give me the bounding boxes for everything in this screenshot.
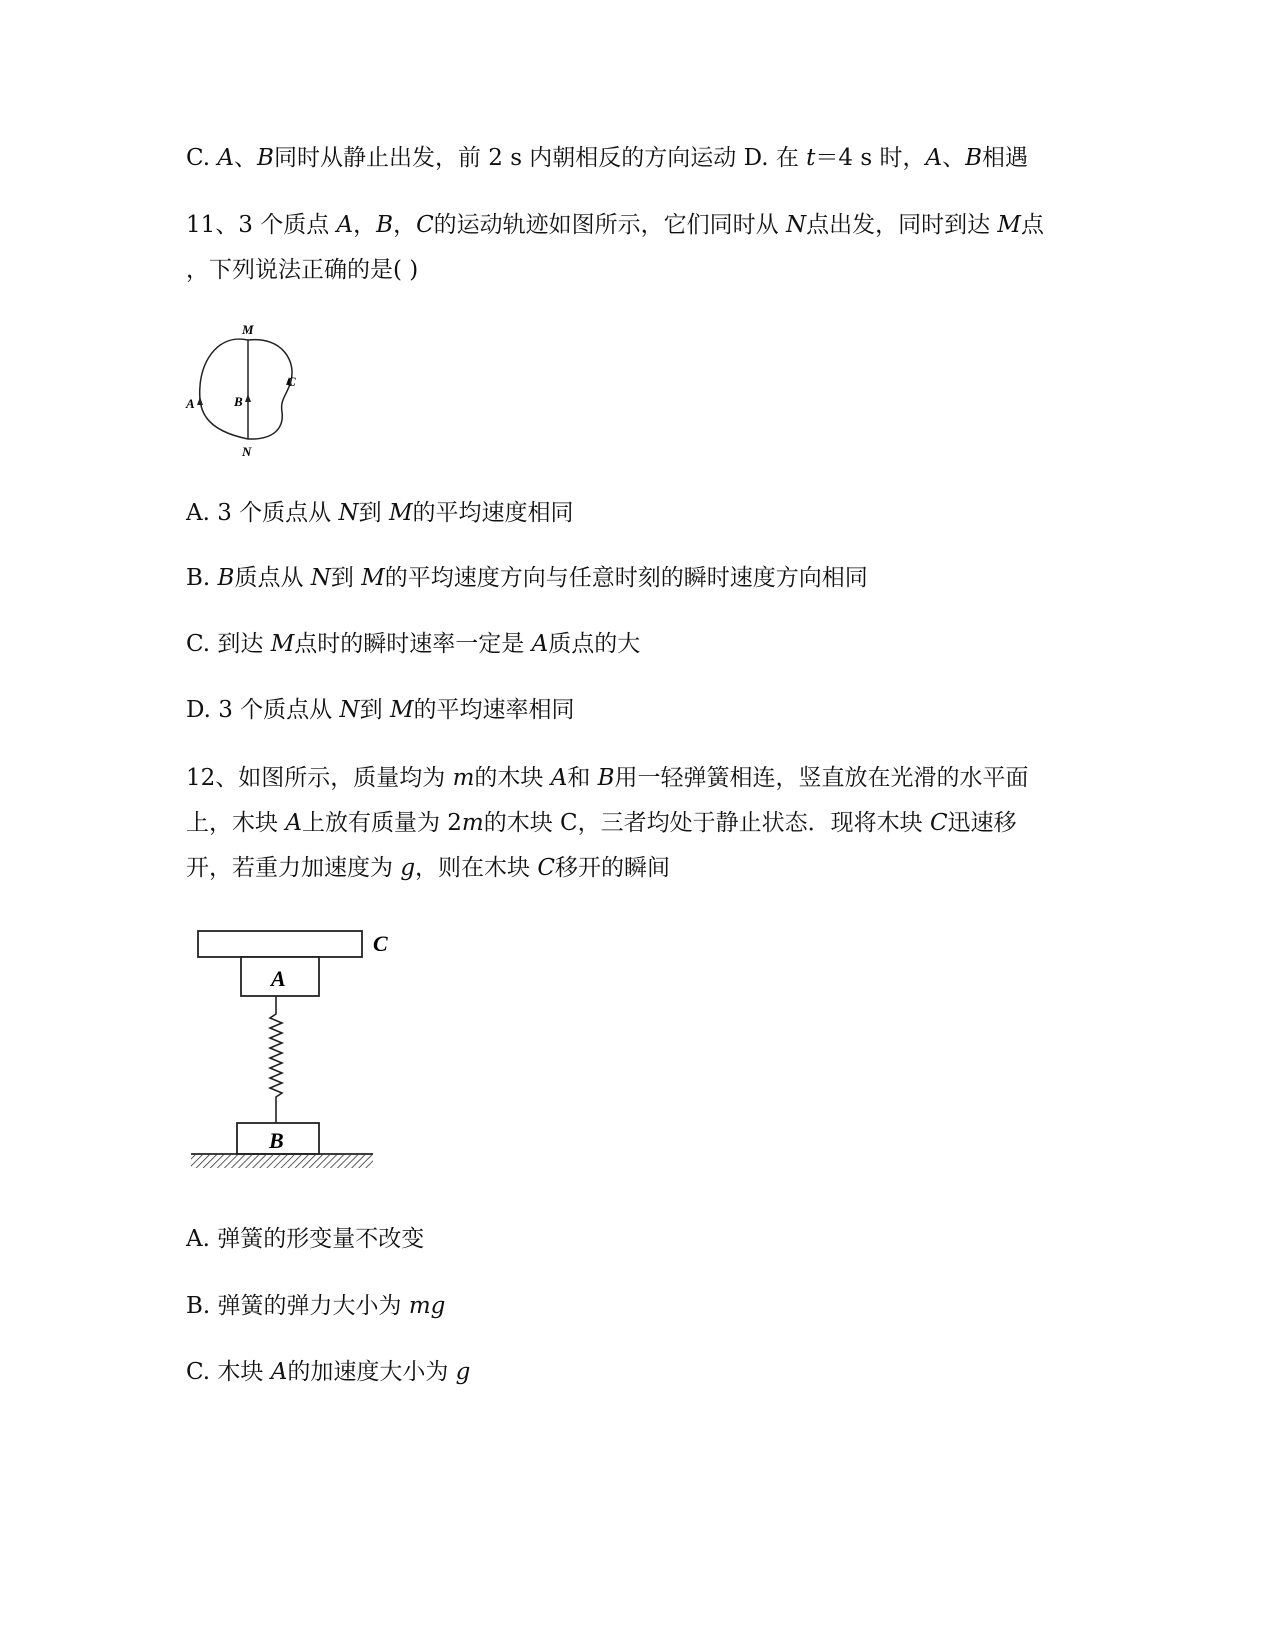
trajectory-a-path xyxy=(200,339,248,439)
label-m: M xyxy=(242,322,254,337)
question12-stem-line1: 12、如图所示，质量均为 m的木块 A和 B用一轻弹簧相连，竖直放在光滑的水平面 xyxy=(186,765,1029,791)
trajectory-c-path xyxy=(248,340,292,439)
question11-option-a: A. 3 个质点从 N到 M的平均速度相同 xyxy=(186,500,574,526)
label-block-a: A xyxy=(271,966,286,991)
trajectory-diagram xyxy=(180,318,310,463)
spring xyxy=(270,996,282,1123)
question11-stem-line2: ，下列说法正确的是( ) xyxy=(186,257,419,283)
arrow-a-icon xyxy=(197,397,203,405)
question11-option-d: D. 3 个质点从 N到 M的平均速率相同 xyxy=(186,697,575,723)
question12-option-a: A. 弹簧的形变量不改变 xyxy=(186,1226,425,1252)
label-n: N xyxy=(242,444,252,459)
question12-stem-line2: 上，木块 A上放有质量为 2m的木块 C，三者均处于静止状态．现将木块 C迅速移 xyxy=(186,810,1017,836)
question10-option-c-d: C. A、B同时从静止出发，前 2 s 内朝相反的方向运动 D. 在 t＝4 s 时，A、B相遇 xyxy=(186,145,1029,171)
label-block-b: B xyxy=(269,1128,284,1153)
spring-block-diagram xyxy=(185,924,405,1174)
question11-option-c: C. 到达 M点时的瞬时速率一定是 A质点的大 xyxy=(186,631,641,657)
question11-stem-line1: 11、3 个质点 A，B，C的运动轨迹如图所示，它们同时从 N点出发，同时到达 M点 xyxy=(186,212,1044,238)
question12-stem-line3: 开，若重力加速度为 g，则在木块 C移开的瞬间 xyxy=(186,855,670,881)
block-c xyxy=(198,931,362,957)
label-c: C xyxy=(287,374,296,389)
ground-hatch xyxy=(191,1154,373,1168)
label-b: B xyxy=(234,394,243,409)
question12-option-b: B. 弹簧的弹力大小为 mg xyxy=(186,1293,446,1319)
arrow-b-icon xyxy=(245,394,251,402)
label-block-c: C xyxy=(373,931,388,956)
label-a: A xyxy=(186,396,195,411)
question11-option-b: B. B质点从 N到 M的平均速度方向与任意时刻的瞬时速度方向相同 xyxy=(186,565,868,591)
question12-option-c: C. 木块 A的加速度大小为 g xyxy=(186,1359,471,1385)
